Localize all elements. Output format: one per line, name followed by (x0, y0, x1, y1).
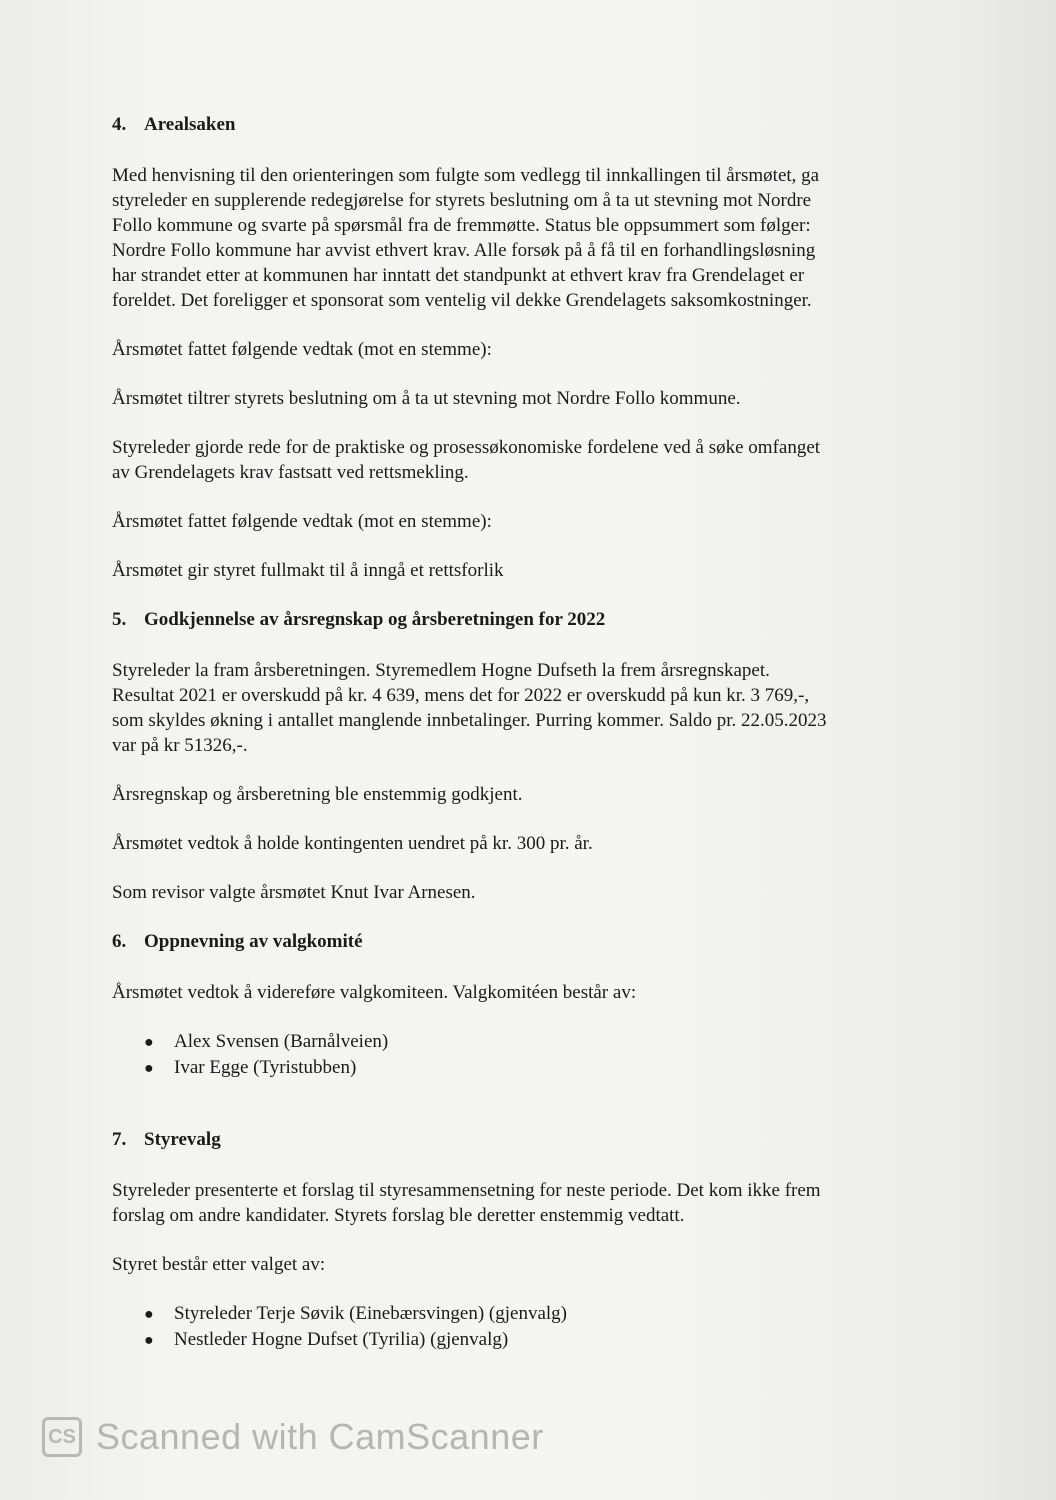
list-item-text: Alex Svensen (Barnålveien) (174, 1031, 389, 1052)
section-5-paragraph-2: Årsregnskap og årsberetning ble enstemmig godkjent. (112, 784, 523, 805)
document-content (112, 112, 912, 1377)
section-5-paragraph-1 (112, 658, 912, 758)
section-4-paragraph-1 (112, 163, 912, 313)
camscanner-logo-icon: CS (42, 1417, 82, 1457)
text-line: Styreleder gjorde rede for de praktiske og prosessøkonomiske fordelene ved å søke omfanget (112, 437, 821, 458)
section-4-title: Arealsaken (144, 114, 236, 135)
section-4-paragraph-6: Årsmøtet gir styret fullmakt til å inngå et rettsforlik (112, 560, 504, 581)
text-line: forslag om andre kandidater. Styrets forslag ble deretter enstemmig vedtatt. (112, 1205, 685, 1226)
text-line: styreleder en supplerende redegjørelse for styrets beslutning om å ta ut stevning mot Nordre (112, 190, 812, 211)
section-7-number: 7. (112, 1129, 127, 1150)
section-6-title: Oppnevning av valgkomité (144, 931, 363, 952)
valgkomite-list (112, 1029, 912, 1081)
text-line: Med henvisning til den orienteringen som fulgte som vedlegg til innkallingen til årsmøtet, ga (112, 165, 820, 186)
text-line: var på kr 51326,-. (112, 735, 248, 756)
text-line: Styreleder la fram årsberetningen. Styremedlem Hogne Dufseth la frem årsregnskapet. (112, 660, 770, 681)
section-7-paragraph-2: Styret består etter valget av: (112, 1254, 326, 1275)
text-line: Styreleder presenterte et forslag til styresammensetning for neste periode. Det kom ikke frem (112, 1180, 821, 1201)
section-5-number: 5. (112, 609, 127, 630)
text-line: Nordre Follo kommune har avvist ethvert krav. Alle forsøk på å få til en forhandlingsløsning (112, 240, 816, 261)
styre-list (112, 1301, 912, 1353)
bullet-icon: ● (144, 1034, 154, 1051)
section-4-heading (112, 112, 912, 137)
section-4-paragraph-5: Årsmøtet fattet følgende vedtak (mot en stemme): (112, 511, 492, 532)
section-5-paragraph-3: Årsmøtet vedtok å holde kontingenten uendret på kr. 300 pr. år. (112, 833, 593, 854)
section-6-paragraph-1: Årsmøtet vedtok å videreføre valgkomiteen. Valgkomitéen består av: (112, 982, 637, 1003)
section-5-heading (112, 607, 912, 632)
section-5-title: Godkjennelse av årsregnskap og årsberetningen for 2022 (144, 609, 606, 630)
section-7-heading (112, 1127, 912, 1152)
bullet-icon: ● (144, 1306, 154, 1323)
section-7-paragraph-1 (112, 1178, 912, 1228)
list-item-text: Ivar Egge (Tyristubben) (174, 1057, 357, 1078)
list-item-text: Nestleder Hogne Dufset (Tyrilia) (gjenvalg) (174, 1329, 509, 1350)
camscanner-watermark (42, 1416, 544, 1458)
text-line: av Grendelagets krav fastsatt ved rettsmekling. (112, 462, 469, 483)
text-line: Resultat 2021 er overskudd på kr. 4 639, mens det for 2022 er overskudd på kun kr. 3 769,-, (112, 685, 810, 706)
list-item (112, 1055, 912, 1081)
section-4-number: 4. (112, 114, 127, 135)
bullet-icon: ● (144, 1060, 154, 1077)
text-line: som skyldes økning i antallet manglende innbetalinger. Purring kommer. Saldo pr. 22.05.2023 (112, 710, 827, 731)
section-6-number: 6. (112, 931, 127, 952)
watermark-text: Scanned with CamScanner (96, 1416, 544, 1457)
text-line: har strandet etter at kommunen har inntatt det standpunkt at ethvert krav fra Grendelaget er (112, 265, 805, 286)
section-4-paragraph-3: Årsmøtet tiltrer styrets beslutning om å ta ut stevning mot Nordre Follo kommune. (112, 388, 741, 409)
section-5-paragraph-4: Som revisor valgte årsmøtet Knut Ivar Arnesen. (112, 882, 476, 903)
section-6-heading (112, 929, 912, 954)
list-item (112, 1029, 912, 1055)
section-7-title: Styrevalg (144, 1129, 221, 1150)
section-4-paragraph-2: Årsmøtet fattet følgende vedtak (mot en stemme): (112, 339, 492, 360)
bullet-icon: ● (144, 1332, 154, 1349)
list-item (112, 1327, 912, 1353)
text-line: foreldet. Det foreligger et sponsorat som ventelig vil dekke Grendelagets saksomkostninger. (112, 290, 812, 311)
list-item-text: Styreleder Terje Søvik (Einebærsvingen) (gjenvalg) (174, 1303, 567, 1324)
section-4-paragraph-4 (112, 435, 912, 485)
list-item (112, 1301, 912, 1327)
text-line: Follo kommune og svarte på spørsmål fra de fremmøtte. Status ble oppsummert som følger: (112, 215, 811, 236)
